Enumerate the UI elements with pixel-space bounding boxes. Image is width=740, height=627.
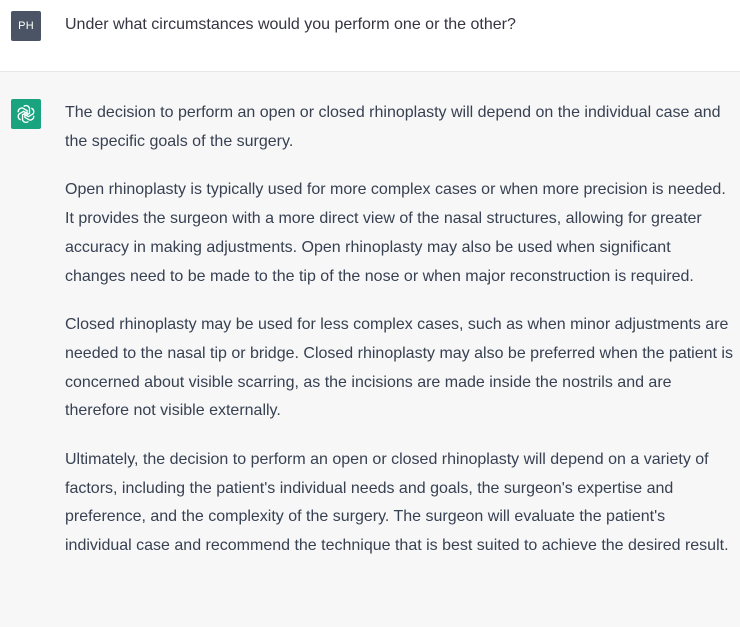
user-message-text: Under what circumstances would you perform one or the other? <box>65 16 516 33</box>
assistant-paragraph: Ultimately, the decision to perform an open or closed rhinoplasty will depend on a variety of factors, including the patient's individual needs and goals, the surgeon's expertise and preference, and the complexity of the surgery. The surgeon will evaluate the patient's individual case and recommend the technique that is best suited to achieve the desired result. <box>65 451 729 555</box>
assistant-paragraph: Open rhinoplasty is typically used for more complex cases or when more precision is needed. It provides the surgeon with a more direct view of the nasal structures, allowing for greater accuracy in making adjustments. Open rhinoplasty may also be used when significant changes need to be made to the tip of the nose or when major reconstruction is required. <box>65 181 726 285</box>
assistant-message-body <box>65 99 733 561</box>
assistant-paragraph: The decision to perform an open or closed rhinoplasty will depend on the individual case and the specific goals of the surgery. <box>65 104 721 150</box>
assistant-avatar <box>11 99 41 129</box>
openai-logo-icon <box>15 103 37 125</box>
user-message-row <box>0 0 740 72</box>
assistant-message-row <box>0 72 740 627</box>
assistant-paragraph: Closed rhinoplasty may be used for less complex cases, such as when minor adjustments are needed to the nasal tip or bridge. Closed rhinoplasty may also be preferred when the patient is concerned about visible scarring, as the incisions are made inside the nostrils and are therefore not visible externally. <box>65 316 733 420</box>
user-avatar: PH <box>11 11 41 41</box>
